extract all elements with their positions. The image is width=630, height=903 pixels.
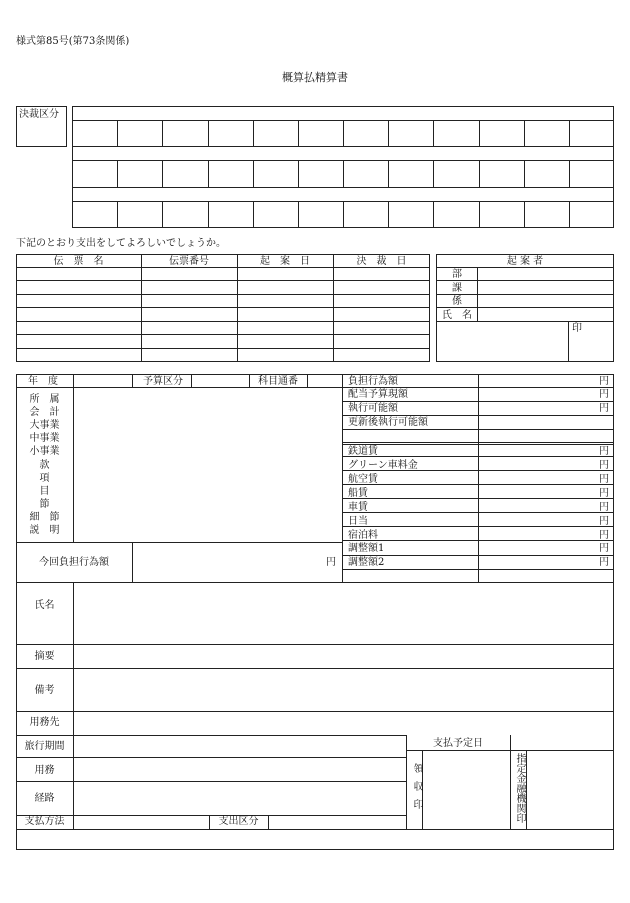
decision-cell-rule [298,201,299,228]
purpose-label: 用務 [34,765,55,776]
form-number: 様式第85号(第73条関係) [16,36,130,47]
amount-row-rule [342,415,614,416]
year-col-rule [191,374,192,387]
decision-cell-rule [117,160,118,187]
decision-cell-rule [162,201,163,228]
voucher-table [16,254,430,362]
amount-row-rule [342,555,614,556]
year-label: 年 度 [28,376,58,387]
decision-cell-rule [524,201,525,228]
voucher-row-rule [16,267,430,268]
year-col-rule [73,374,74,387]
decision-cell-rule [388,201,389,228]
lower-row-rule [16,757,406,758]
drafter-box [436,254,614,362]
decision-cell-rule [433,120,434,146]
amount-unit: 円 [599,460,609,471]
decision-cell-rule [117,201,118,228]
decision-cell-rule [117,120,118,146]
amount-item-label: 宿泊料 [348,530,378,541]
budget-class-label: 予算区分 [143,376,183,387]
voucher-row-rule [16,294,430,295]
voucher-name-header: 伝 票 名 [53,256,104,267]
amount-item-label: 鉄道賃 [348,446,378,457]
amount-item-label: 配当予算現額 [348,389,408,400]
amount-item-label: 車賃 [348,502,368,513]
amount-unit: 円 [599,516,609,527]
decision-cell-rule [433,160,434,187]
budget-category-label: 細 節 [29,512,60,523]
amount-item-label: 更新後執行可能額 [348,417,428,428]
budget-category-label: 大事業 [29,420,60,431]
account-label: 科目通番 [258,376,298,387]
bank-seal-label: 指定金融機関印 [514,753,525,823]
amount-unit: 円 [599,502,609,513]
amount-row-rule [342,429,614,430]
amount-unit: 円 [599,557,609,568]
amount-unit: 円 [599,376,609,387]
year-col-rule [132,374,133,387]
seal-mark: 印 [572,323,582,334]
lower-row-rule-right [406,711,614,712]
destination-label: 用務先 [29,717,60,728]
amount-unit: 円 [599,543,609,554]
current-amount-label: 今回負担行為額 [39,557,109,568]
decision-row-rule [72,146,614,147]
pay-method-bottom-rule [16,829,614,830]
decision-cell-rule [208,160,209,187]
amount-item-label: グリーン車料金 [348,460,418,471]
year-row-rule [16,387,342,388]
year-col-rule [307,374,308,387]
decision-cell-rule [253,201,254,228]
drafter-row-rule [436,280,614,281]
lower-row-rule [16,735,406,736]
drafter-row-rule [436,307,614,308]
decision-cell-rule [569,201,570,228]
pay-date-col-rule [510,735,511,750]
amount-row-rule [342,498,614,499]
pay-date-label: 支払予定日 [433,738,483,749]
amount-item-label: 日当 [348,516,368,527]
decision-cell-rule [524,120,525,146]
amount-item-label: 調整額1 [348,543,385,554]
voucher-row-rule [16,348,430,349]
amount-item-label: 船賃 [348,488,368,499]
drafter-section: 課 [452,283,462,294]
pay-class-label: 支出区分 [218,816,259,827]
decision-cell-rule [298,120,299,146]
lower-row-rule [16,711,406,712]
lower-label-col-rule [73,583,74,829]
budget-category-label: 会 計 [29,407,60,418]
voucher-number-header: 伝票番号 [169,256,209,267]
amount-unit: 円 [599,488,609,499]
amount-unit: 円 [599,403,609,414]
name-label: 氏名 [34,600,55,611]
decision-cell-rule [433,201,434,228]
decision-label: 決裁区分 [19,109,59,120]
draft-date-header: 起 案 日 [260,256,310,267]
decision-cell-rule [388,160,389,187]
receipt-col-rule [422,750,423,829]
intro-text: 下記のとおり支出をしてよろしいでしょうか。 [16,238,226,249]
decision-cell-rule [479,160,480,187]
lower-row-rule-right [406,644,614,645]
decision-cell-rule [343,201,344,228]
budget-category-label: 所 属 [29,394,60,405]
drafter-name-label: 氏 名 [442,310,472,321]
budget-category-label: 項 [39,473,50,484]
budget-category-label: 節 [39,499,50,510]
amount-unit: 円 [599,446,609,457]
amount-unit: 円 [599,474,609,485]
budget-category-label: 款 [39,460,50,471]
amount-double-rule [342,442,614,445]
category-col-rule [73,387,74,542]
remarks-label: 備考 [34,685,55,696]
budget-category-label: 中事業 [29,433,60,444]
amount-item-label: 調整額2 [348,557,385,568]
voucher-row-rule [16,321,430,322]
drafter-col-rule [477,267,478,321]
voucher-row-rule [16,307,430,308]
voucher-col-rule [237,254,238,362]
budget-section [16,374,614,583]
amount-row-rule [342,387,614,388]
current-amount-yen: 円 [326,557,336,568]
amounts-mid-rule [478,374,479,583]
period-label: 旅行期間 [24,741,65,752]
pay-class-right-rule [268,815,269,829]
amount-row-rule [342,512,614,513]
decision-cell-rule [162,160,163,187]
amount-item-label: 執行可能額 [348,403,398,414]
amount-row-rule [342,540,614,541]
drafter-seal-rule [568,321,569,362]
current-amount-top-rule [16,542,342,543]
drafter-dept: 部 [452,269,462,280]
amount-unit: 円 [599,389,609,400]
amount-row-rule [342,569,614,570]
voucher-col-rule [141,254,142,362]
receipt-seal-label: 領収印 [411,763,422,817]
drafter-row-rule [436,321,614,322]
amounts-left-rule [342,374,343,583]
amount-row-rule [342,526,614,527]
amount-item-label: 負担行為額 [348,376,398,387]
decision-cell-rule [298,160,299,187]
voucher-col-rule [333,254,334,362]
decision-cell-rule [208,201,209,228]
drafter-unit: 係 [452,296,462,307]
lower-row-rule [16,668,406,669]
drafter-title: 起 案 者 [506,256,544,267]
decision-label-box [16,106,67,147]
decision-cell-rule [479,120,480,146]
decision-cell-rule [479,201,480,228]
page-title: 概算払精算書 [282,71,348,84]
amount-row-rule [342,456,614,457]
year-col-rule [249,374,250,387]
lower-row-rule-right [406,668,614,669]
route-label: 経路 [34,793,55,804]
budget-category-label: 説 明 [29,525,60,536]
lower-row-rule [16,781,406,782]
current-amount-col-rule [132,542,133,583]
decision-cell-rule [253,120,254,146]
decision-row-rule [72,187,614,188]
bank-col-rule-right [526,750,527,829]
amount-row-rule [342,484,614,485]
budget-category-label: 目 [39,486,50,497]
decision-cell-rule [343,120,344,146]
decision-cell-rule [162,120,163,146]
amount-row-rule [342,401,614,402]
decision-cell-rule [253,160,254,187]
drafter-row-rule [436,294,614,295]
amount-unit: 円 [599,530,609,541]
lower-row-rule [16,644,406,645]
decision-cell-rule [569,160,570,187]
decision-cell-rule [388,120,389,146]
budget-category-label: 小事業 [29,446,60,457]
decision-cell-rule [569,120,570,146]
amount-item-label: 航空賃 [348,474,378,485]
summary-label: 摘要 [34,651,55,662]
decision-cell-rule [343,160,344,187]
pay-method-label: 支払方法 [24,816,65,827]
decision-cell-rule [524,160,525,187]
lower-row-rule [16,815,406,816]
drafter-row-rule [436,267,614,268]
voucher-row-rule [16,280,430,281]
voucher-row-rule [16,334,430,335]
decision-date-header: 決 裁 日 [356,256,407,267]
decision-cell-rule [208,120,209,146]
